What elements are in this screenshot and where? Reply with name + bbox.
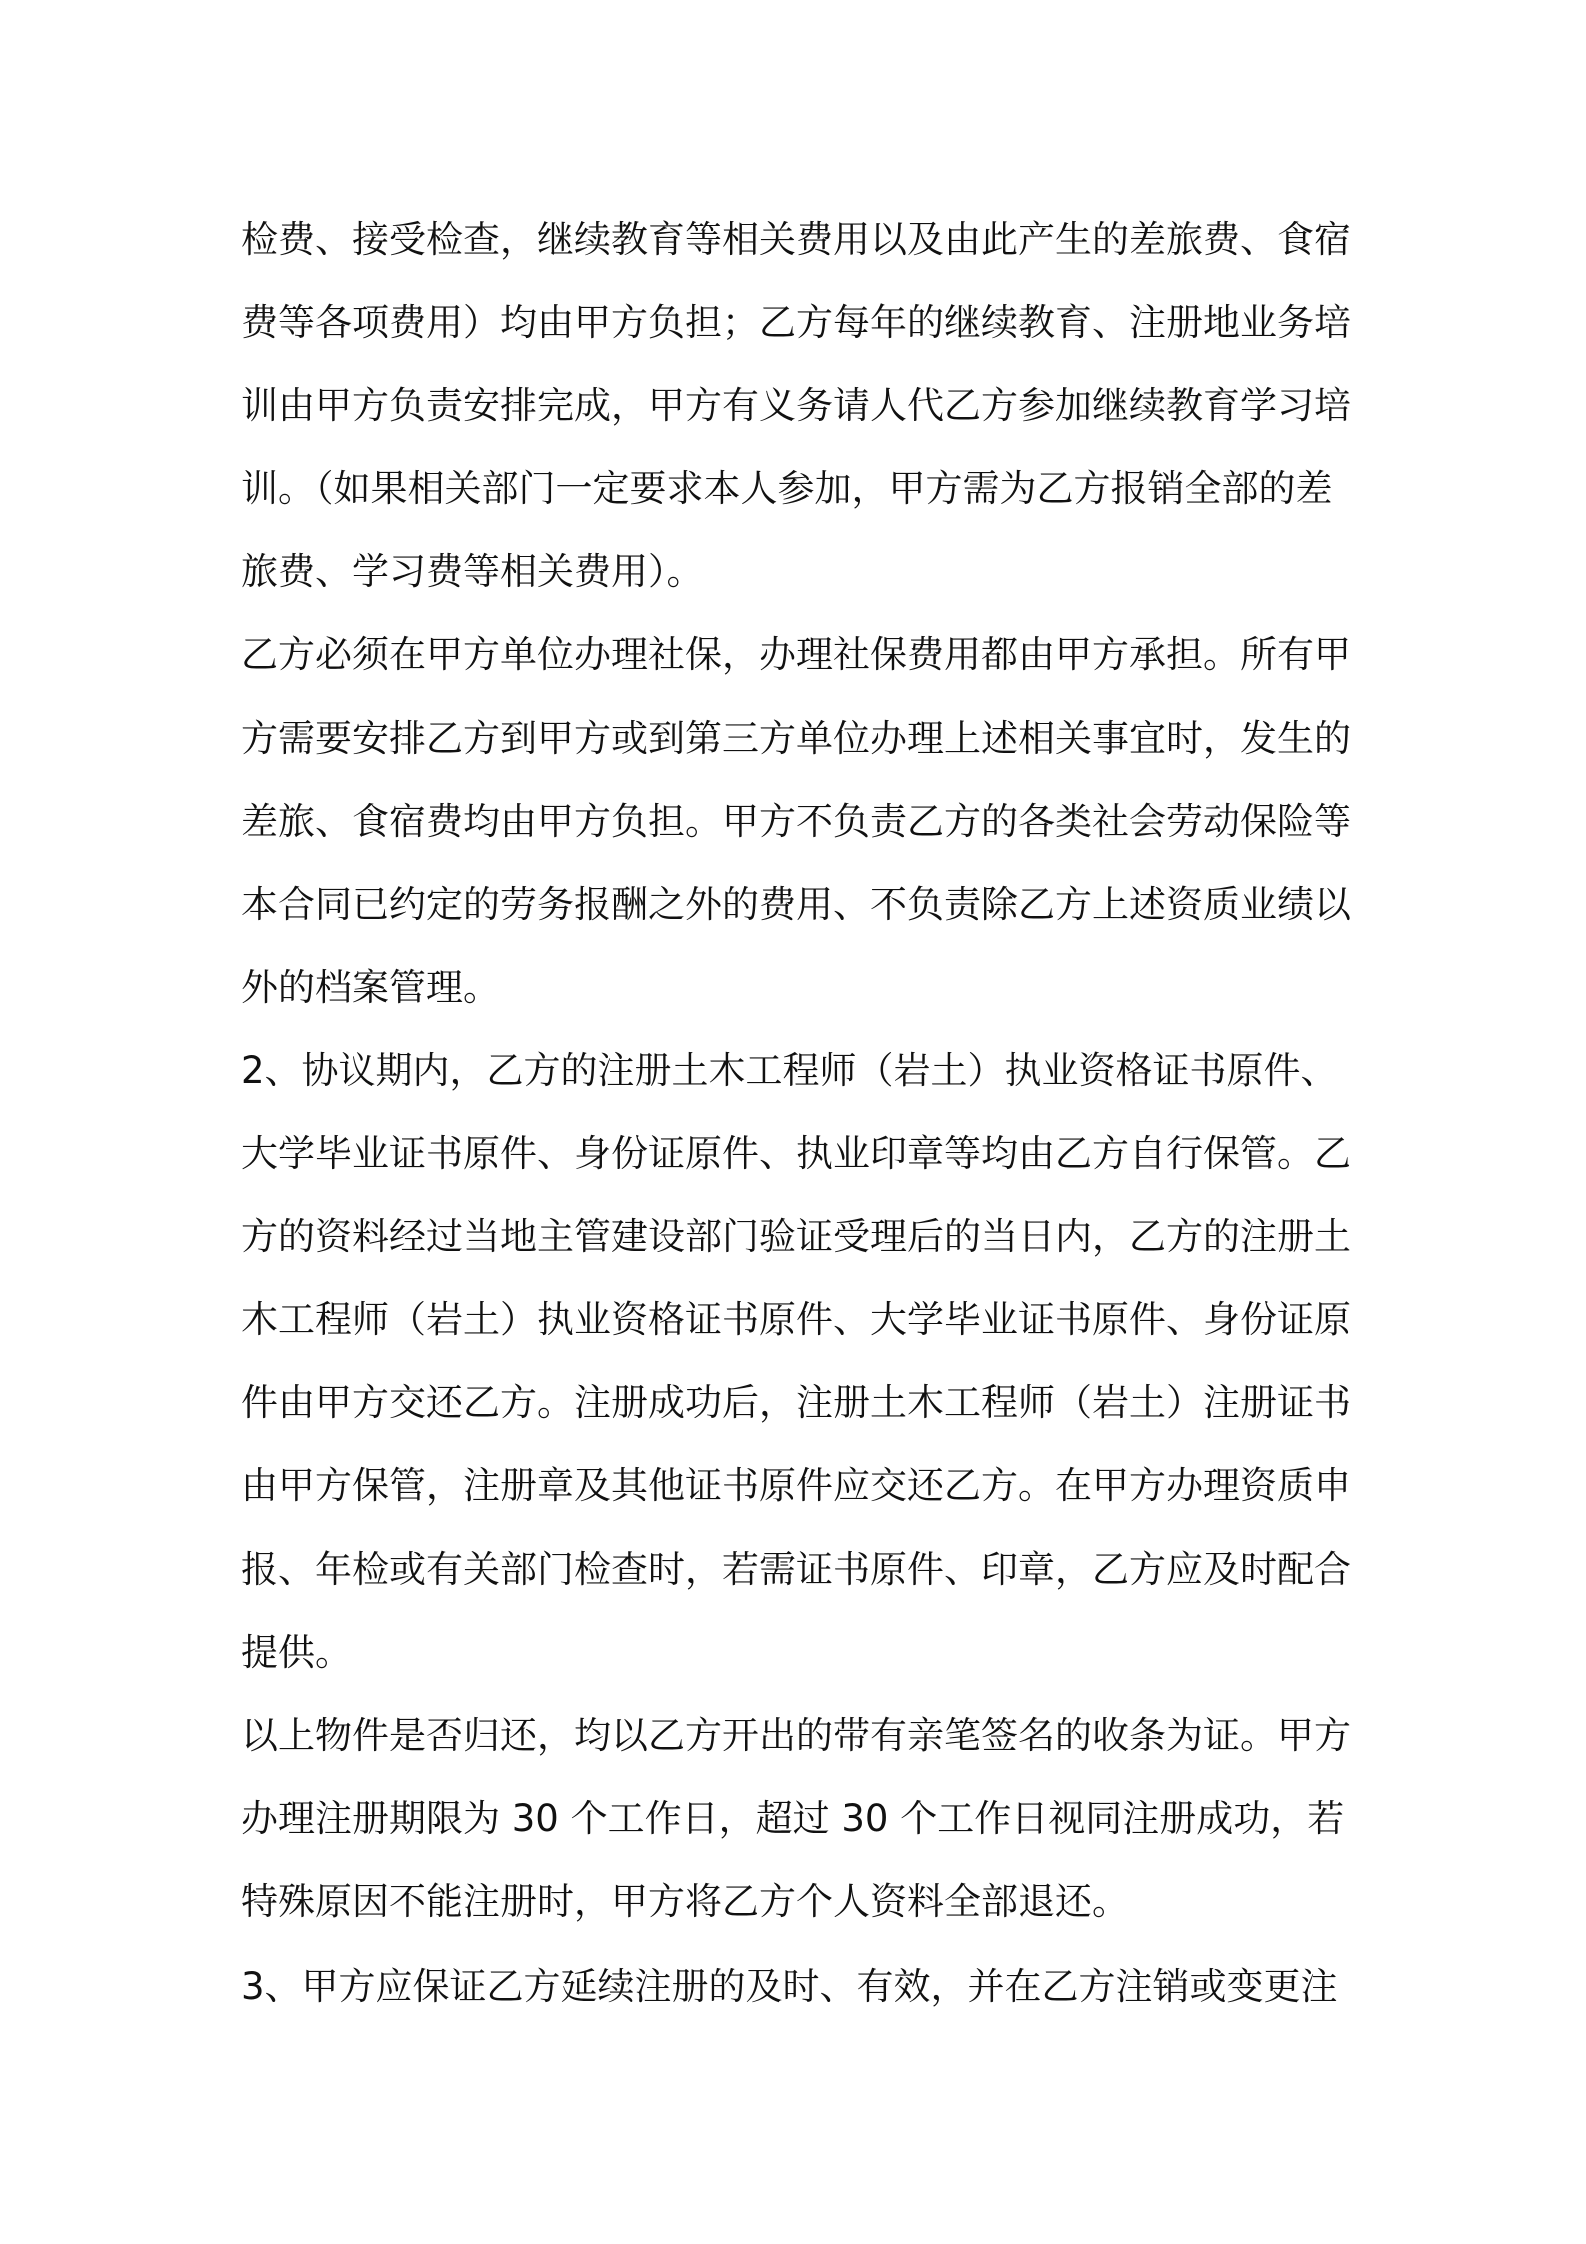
text-line: 大学毕业证书原件、身份证原件、执业印章等均由乙方自行保管。乙 [241, 1132, 1351, 1176]
text-line: 报、年检或有关部门检查时，若需证书原件、印章，乙方应及时配合 [241, 1547, 1351, 1591]
text-line: 件由甲方交还乙方。注册成功后，注册土木工程师（岩土）注册证书 [241, 1381, 1351, 1425]
text-line: 方的资料经过当地主管建设部门验证受理后的当日内，乙方的注册土 [241, 1215, 1351, 1259]
text-line: 办理注册期限为 30 个工作日，超过 30 个工作日视同注册成功，若 [241, 1796, 1345, 1840]
text-line: 方需要安排乙方到甲方或到第三方单位办理上述相关事宜时，发生的 [241, 716, 1351, 760]
text-line: 特殊原因不能注册时，甲方将乙方个人资料全部退还。 [241, 1879, 1129, 1923]
text-line: 乙方必须在甲方单位办理社保，办理社保费用都由甲方承担。所有甲 [241, 633, 1351, 677]
text-line: 训由甲方负责安排完成，甲方有义务请人代乙方参加继续教育学习培 [241, 384, 1351, 428]
text-line: 以上物件是否归还，均以乙方开出的带有亲笔签名的收条为证。甲方 [241, 1713, 1351, 1757]
text-line: 提供。 [241, 1630, 352, 1674]
text-line: 2、协议期内，乙方的注册土木工程师（岩土）执业资格证书原件、 [241, 1048, 1338, 1092]
text-line: 外的档案管理。 [241, 965, 500, 1009]
document-body [241, 198, 1353, 2028]
text-line: 由甲方保管，注册章及其他证书原件应交还乙方。在甲方办理资质申 [241, 1464, 1351, 1508]
text-line: 3、甲方应保证乙方延续注册的及时、有效，并在乙方注销或变更注 [241, 1964, 1338, 2008]
text-line: 差旅、食宿费均由甲方负担。甲方不负责乙方的各类社会劳动保险等 [241, 799, 1351, 843]
text-line: 训。（如果相关部门一定要求本人参加，甲方需为乙方报销全部的差 [241, 467, 1333, 511]
text-line: 旅费、学习费等相关费用）。 [241, 550, 704, 594]
text-line: 费等各项费用）均由甲方负担；乙方每年的继续教育、注册地业务培 [241, 301, 1351, 345]
text-line: 检费、接受检查，继续教育等相关费用以及由此产生的差旅费、食宿 [241, 218, 1351, 261]
text-line: 本合同已约定的劳务报酬之外的费用、不负责除乙方上述资质业绩以 [241, 882, 1351, 926]
text-line: 木工程师（岩土）执业资格证书原件、大学毕业证书原件、身份证原 [241, 1298, 1351, 1342]
